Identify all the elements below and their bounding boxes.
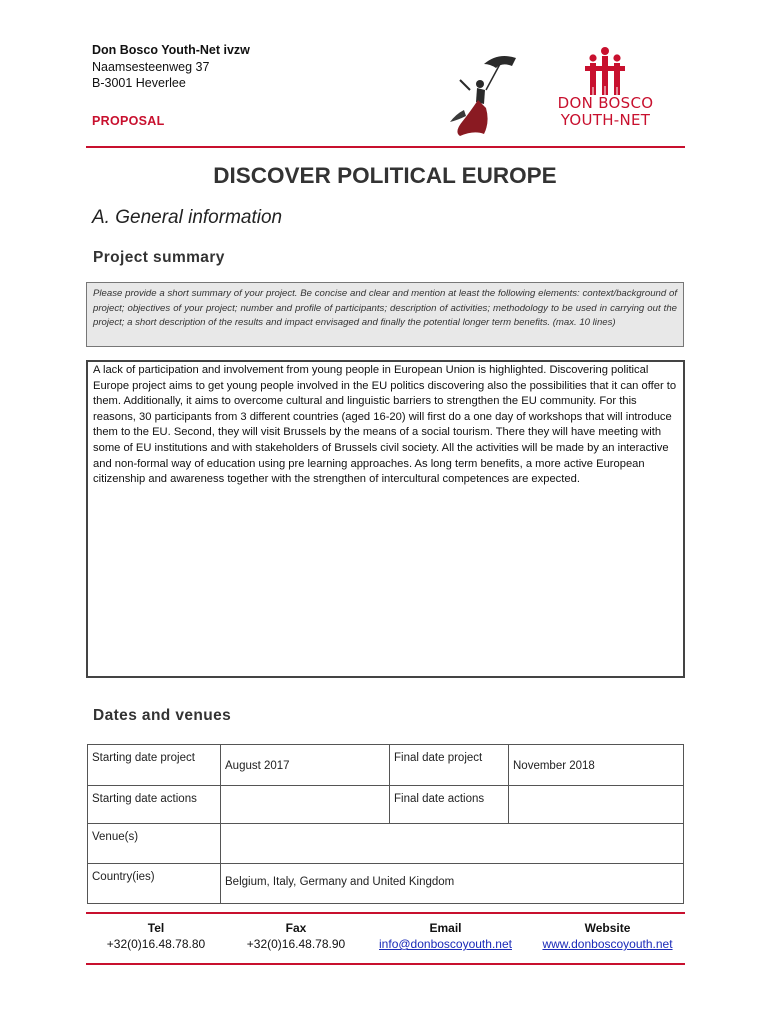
final-actions-field[interactable] [509,786,684,824]
email-link[interactable]: info@donboscoyouth.net [379,937,512,951]
email-label: Email [429,921,462,935]
table-row [88,864,684,904]
table-row [88,745,684,786]
tel-label: Tel [147,921,165,935]
summary-text-box[interactable]: A lack of participation and involvement from young people in European Union is highlighted. Discovering political Europe project aims to get young people involved in the EU politics discovering also the possibilities that it can offer to them. Additionally, it aims to overcome cultural and linguistic barriers to strengthen the EU community. For this reasons, 30 participants from 3 different countries (aged 16-20) will first do a one day of workshops that will introduce them to the EU. Second, they will visit Brussels by the means of a social tourism. There they will have meeting with some of EU institutions and with stakeholders of Brussels civil society. All the activities will be made by an interactive and non-formal way of education using pre learning approaches. As long term benefits, a more active European citizenship and awareness together with the strengthen of intercultural competences are expected. [86,360,685,678]
footer-divider-top [86,912,685,914]
doc-type-label: PROPOSAL [92,114,165,128]
fax-value: +32(0)16.48.78.90 [246,937,346,951]
table-row [88,824,684,864]
website-label: Website [584,921,631,935]
logo-wordmark [548,95,663,129]
table-row [88,786,684,824]
final-actions-label: Final date actions [390,786,509,824]
figure-with-umbrella-icon [440,50,525,140]
project-summary-heading: Project summary [93,249,225,266]
document-title: DISCOVER POLITICAL EUROPE [213,163,557,188]
venue-label: Venue(s) [88,824,221,864]
header-divider [86,146,685,148]
final-project-field[interactable] [509,745,684,786]
footer-website [530,920,685,952]
start-project-field[interactable] [221,745,390,786]
section-heading: A. General information [92,207,283,228]
don-bosco-logo-icon [583,46,627,96]
country-label: Country(ies) [88,864,221,904]
summary-instructions: Please provide a short summary of your project. Be concise and clear and mention at least the following elements: context/background of project; objectives of your project; number and profile of participants; description of activities; methodology to be used in carrying out the project; a short description of the results and impact envisaged and finally the potential longer term benefits. (max. 10 lines) [86,282,684,347]
country-field[interactable] [221,864,684,904]
start-project-value: August 2017 [225,760,290,772]
venue-field[interactable] [221,824,684,864]
footer-email [368,920,523,952]
address-city: B-3001 Heverlee [92,76,186,90]
footer-divider-bottom [86,963,685,965]
start-project-label: Starting date project [88,745,221,786]
final-project-value: November 2018 [513,760,595,772]
footer-fax [226,920,366,952]
logo-line-2: YOUTH-NET [560,111,651,129]
country-value: Belgium, Italy, Germany and United Kingdom [225,876,455,888]
tel-value: +32(0)16.48.78.80 [106,937,206,951]
org-name: Don Bosco Youth-Net ivzw [92,43,250,57]
dates-table [87,744,684,904]
final-project-label: Final date project [390,745,509,786]
fax-label: Fax [285,921,307,935]
start-actions-label: Starting date actions [88,786,221,824]
address-street: Naamsesteenweg 37 [92,60,210,74]
dates-venues-heading: Dates and venues [93,707,232,724]
footer-tel [86,920,226,952]
website-link[interactable]: www.donboscoyouth.net [542,937,673,951]
logo-line-1: DON BOSCO [557,94,654,112]
start-actions-field[interactable] [221,786,390,824]
